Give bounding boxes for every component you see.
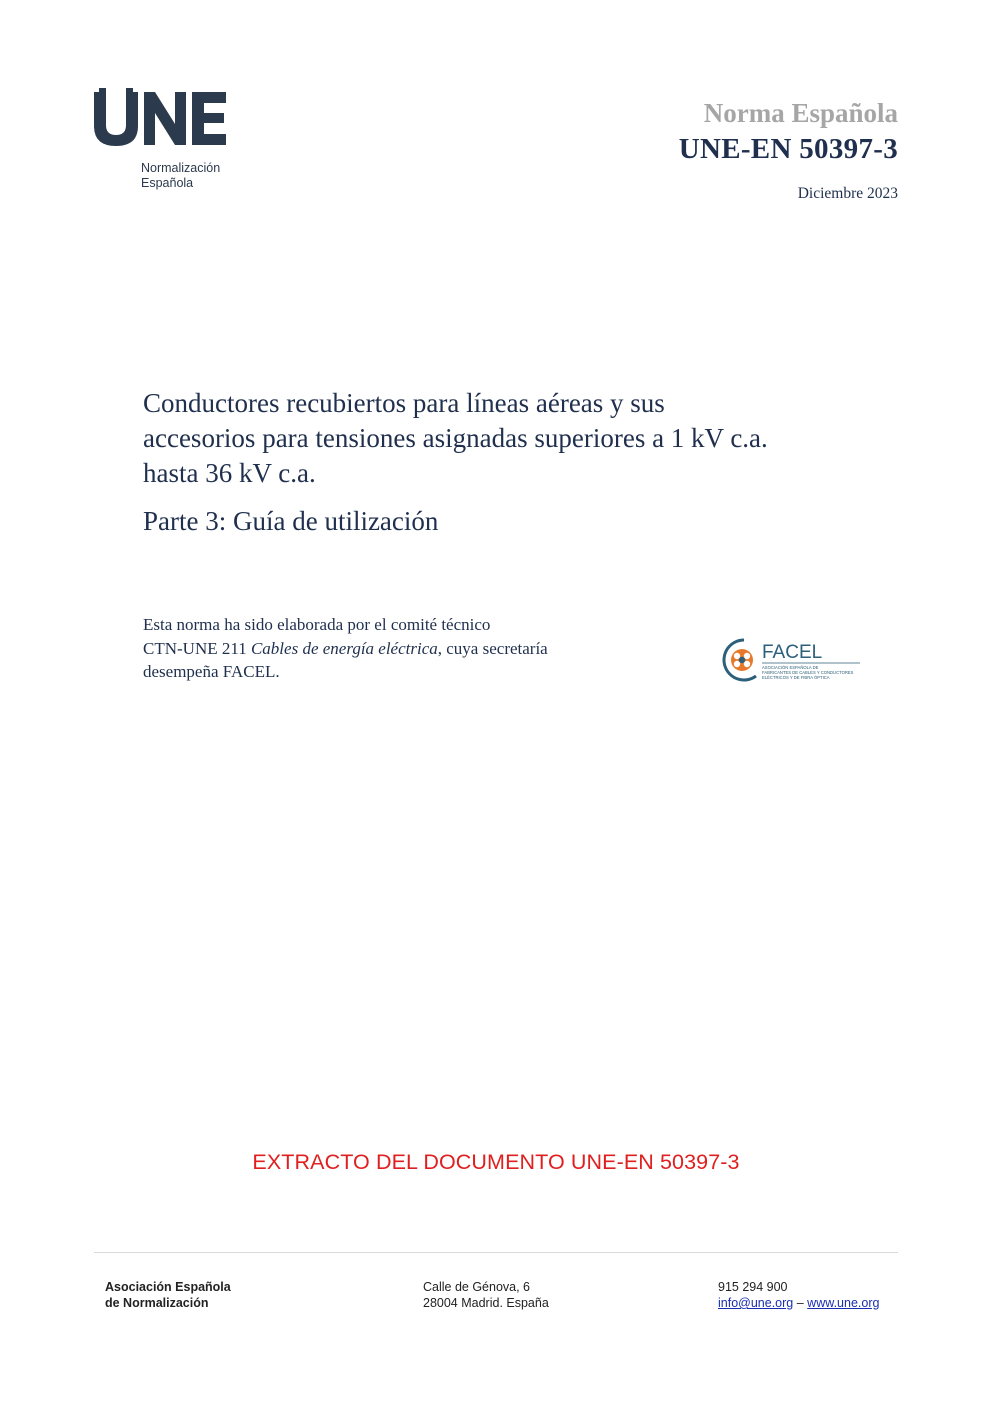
une-logo <box>92 88 272 198</box>
footer-org-line: Asociación Española <box>105 1280 231 1294</box>
footer-links <box>718 1295 879 1311</box>
committee-line: Esta norma ha sido elaborada por el comité técnico <box>143 615 491 634</box>
committee-line <box>143 637 663 661</box>
committee-code: CTN-UNE 211 <box>143 638 251 658</box>
committee-line-suffix: , cuya secretaría <box>437 638 548 658</box>
footer-divider <box>94 1252 898 1253</box>
standard-code: UNE-EN 50397-3 <box>678 133 898 165</box>
title-line: Conductores recubiertos para líneas aéreas y sus <box>143 388 665 418</box>
email-link[interactable]: info@une.org <box>718 1296 794 1310</box>
title-line: hasta 36 kV c.a. <box>143 458 316 488</box>
footer-contact <box>718 1279 879 1311</box>
document-subtitle: Parte 3: Guía de utilización <box>143 506 439 536</box>
svg-text:FABRICANTES DE CABLES Y CONDUC: FABRICANTES DE CABLES Y CONDUCTORES <box>762 670 854 675</box>
svg-text:ELÉCTRICOS Y DE FIBRA ÓPTICA: ELÉCTRICOS Y DE FIBRA ÓPTICA <box>762 675 830 680</box>
standard-label: Norma Española <box>703 98 898 128</box>
publication-date: Diciembre 2023 <box>797 185 898 202</box>
logo-subtitle-line2: Española <box>141 176 194 190</box>
standard-header <box>679 97 898 204</box>
extract-notice: EXTRACTO DEL DOCUMENTO UNE-EN 50397-3 <box>252 1150 740 1174</box>
footer-address-line: 28004 Madrid. España <box>423 1296 549 1310</box>
document-title-block <box>143 386 923 539</box>
title-line: accesorios para tensiones asignadas superiores a 1 kV c.a. <box>143 423 768 453</box>
facel-wordmark: FACEL <box>762 642 823 663</box>
une-wordmark-icon <box>92 88 232 148</box>
facel-emblem-icon <box>720 636 870 686</box>
footer-org-line: de Normalización <box>105 1296 209 1310</box>
logo-subtitle-line1: Normalización <box>141 161 221 175</box>
facel-logo <box>720 636 870 686</box>
link-separator: – <box>796 1296 804 1310</box>
footer-address <box>423 1279 549 1311</box>
website-link[interactable]: www.une.org <box>807 1296 880 1310</box>
footer-phone: 915 294 900 <box>718 1280 788 1294</box>
document-title <box>143 386 923 491</box>
committee-line: desempeña FACEL. <box>143 662 280 681</box>
footer-organization <box>105 1279 231 1311</box>
footer-address-line: Calle de Génova, 6 <box>423 1280 531 1294</box>
svg-text:ASOCIACIÓN ESPAÑOLA DE: ASOCIACIÓN ESPAÑOLA DE <box>762 665 819 670</box>
committee-statement <box>143 613 663 684</box>
committee-name: Cables de energía eléctrica <box>250 638 438 658</box>
